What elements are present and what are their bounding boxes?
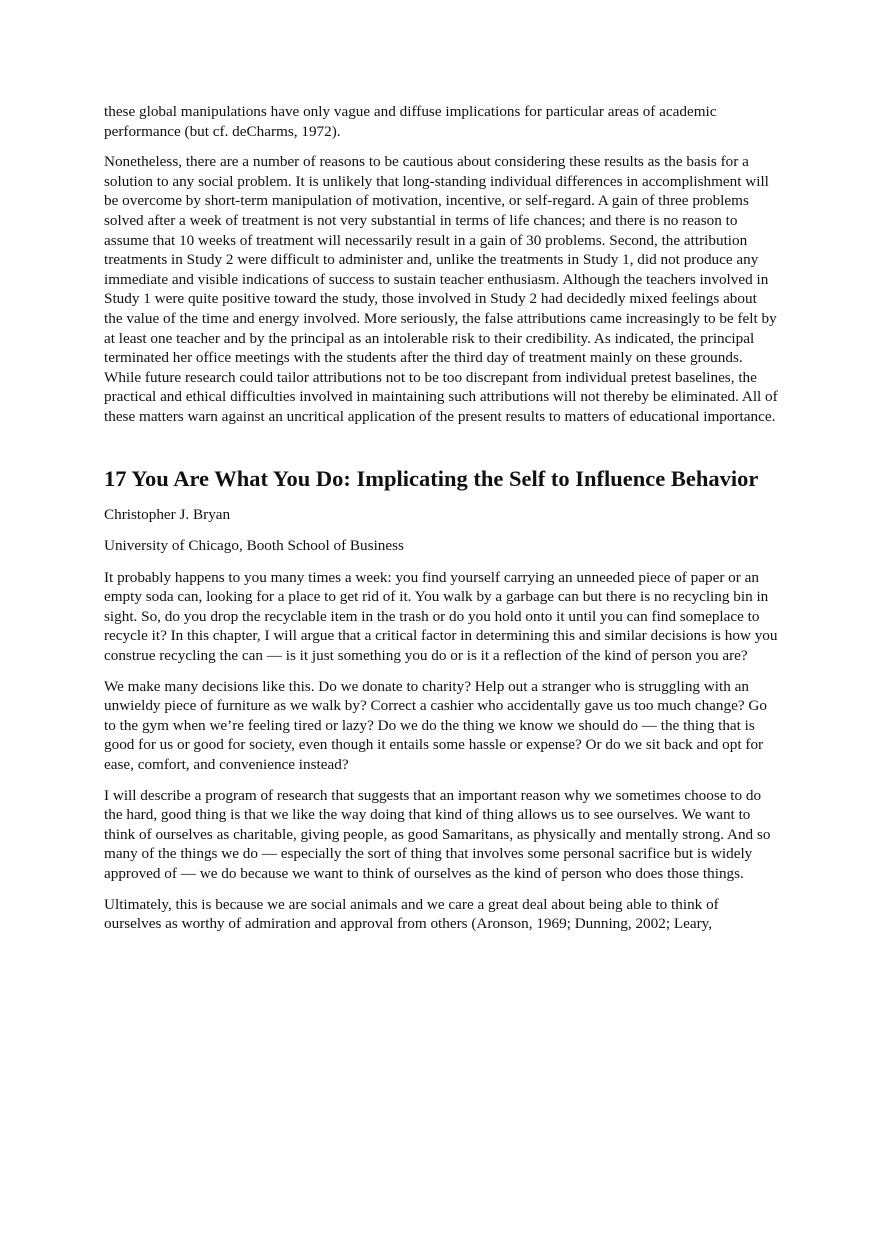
chapter-paragraph-2: We make many decisions like this. Do we donate to charity? Help out a stranger who is struggling with an unwieldy piece of furniture as we walk by? Correct a cashier who accidentally gave us too much change? Go to the gym when we’re feeling tired or lazy? Do we do the thing we know we should do — the thing that is good for us or good for society, even though it entails some hassle or expense? Or do we sit back and opt for ease, comfort, and convenience instead? [104,677,767,774]
chapter-paragraph-1: It probably happens to you many times a week: you find yourself carrying an unneeded piece of paper or an empty soda can, looking for a place to get rid of it. You walk by a garbage can but there is no recycling bin in sight. So, do you drop the recyclable item in the trash or do you hold onto it until you can find someplace to recycle it? In this chapter, I will argue that a critical factor in determining this and similar decisions is how you construe recycling the can — is it just something you do or is it a reflection of the kind of person you are? [104,568,778,665]
chapter-affiliation: University of Chicago, Booth School of Business [104,537,404,555]
chapter-title: 17 You Are What You Do: Implicating the Self to Influence Behavior [104,465,759,491]
continuation-paragraph-2: Nonetheless, there are a number of reasons to be cautious about considering these results as the basis for a solution to any social problem. It is unlikely that long-standing individual differences in accomplishment will be overcome by short-term manipulation of motivation, incentive, or self-regard. A gain of three problems solved after a week of treatment is not very substantial in terms of life chances; and there is no reason to assume that 10 weeks of treatment will necessarily result in a gain of 30 problems. Second, the attribution treatments in Study 2 were difficult to administer and, unlike the treatments in Study 1, did not produce any immediate and visible indications of success to sustain teacher enthusiasm. Although the teachers involved in Study 1 were quite positive toward the study, those involved in Study 2 had decidedly mixed feelings about the value of the time and energy involved. More seriously, the false attributions came increasingly to be felt by at least one teacher and by the principal as an intolerable risk to their credibility. As indicated, the principal terminated her office meetings with the students after the third day of treatment mainly on these grounds. While future research could tailor attributions not to be too discrepant from individual pretest baselines, the practical and ethical difficulties involved in maintaining such attributions will not thereby be eliminated. All of these matters warn against an uncritical application of the present results to matters of educational importance. [104,153,778,425]
chapter-paragraph-3: I will describe a program of research that suggests that an important reason why we sometimes choose to do the hard, good thing is that we like the way doing that kind of thing allows us to see ourselves. We want to think of ourselves as charitable, giving people, as good Samaritans, as physically and mentally strong. And so many of the things we do — especially the sort of thing that involves some personal sacrifice but is widely approved of — we do because we want to think of ourselves as the kind of person who does those things. [104,786,771,882]
document-page [104,102,778,945]
chapter-paragraph-4: Ultimately, this is because we are social animals and we care a great deal about being able to think of ourselves as worthy of admiration and approval from others (Aronson, 1969; Dunning, 2002; Leary, [104,895,719,933]
continuation-paragraph-1: these global manipulations have only vague and diffuse implications for particular areas of academic performance (but cf. deCharms, 1972). [104,103,717,140]
chapter-author: Christopher J. Bryan [104,505,231,523]
